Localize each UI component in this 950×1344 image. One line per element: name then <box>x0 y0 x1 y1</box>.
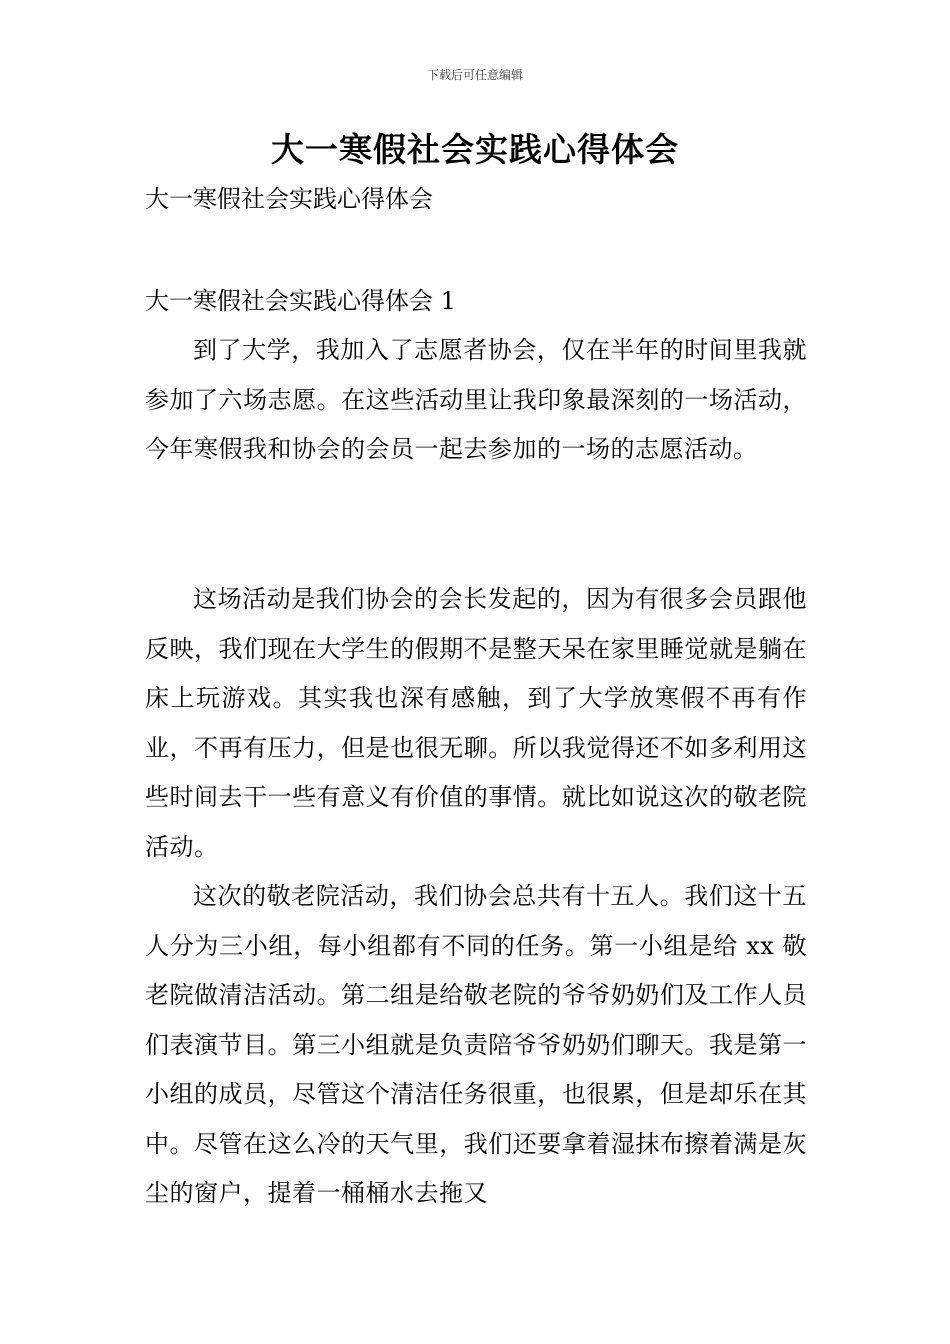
header-note: 下载后可任意编辑 <box>426 68 523 82</box>
section-heading: 大一寒假社会实践心得体会 1 <box>145 287 456 315</box>
body-paragraph-3: 这次的敬老院活动，我们协会总共有十五人。我们这十五人分为三小组，每小组都有不同的任务。第一小组是给 xx 敬老院做清洁活动。第二组是给敬老院的爷爷奶奶们及工作人员们表演节目。第三小组就是负责陪爷爷奶奶们聊天。我是第一小组的成员，尽管这个清洁任务很重，也很累，但是却乐在其中。尽管在这么冷的天气里，我们还要拿着湿抹布擦着满是灰尘的窗户，提着一桶桶水去拖又 <box>145 882 807 1207</box>
body-paragraph-2: 这场活动是我们协会的会长发起的，因为有很多会员跟他反映，我们现在大学生的假期不是整天呆在家里睡觉就是躺在床上玩游戏。其实我也深有感触，到了大学放寒假不再有作业，不再有压力，但是也很无聊。所以我觉得还不如多利用这些时间去干一些有意义有价值的事情。就比如说这次的敬老院活动。 <box>145 585 807 861</box>
document-subtitle: 大一寒假社会实践心得体会 <box>145 185 433 213</box>
body-paragraph-1: 到了大学，我加入了志愿者协会，仅在半年的时间里我就参加了六场志愿。在这些活动里让我印象最深刻的一场活动，今年寒假我和协会的会员一起去参加的一场的志愿活动。 <box>145 336 807 463</box>
document-title: 大一寒假社会实践心得体会 <box>271 130 679 169</box>
